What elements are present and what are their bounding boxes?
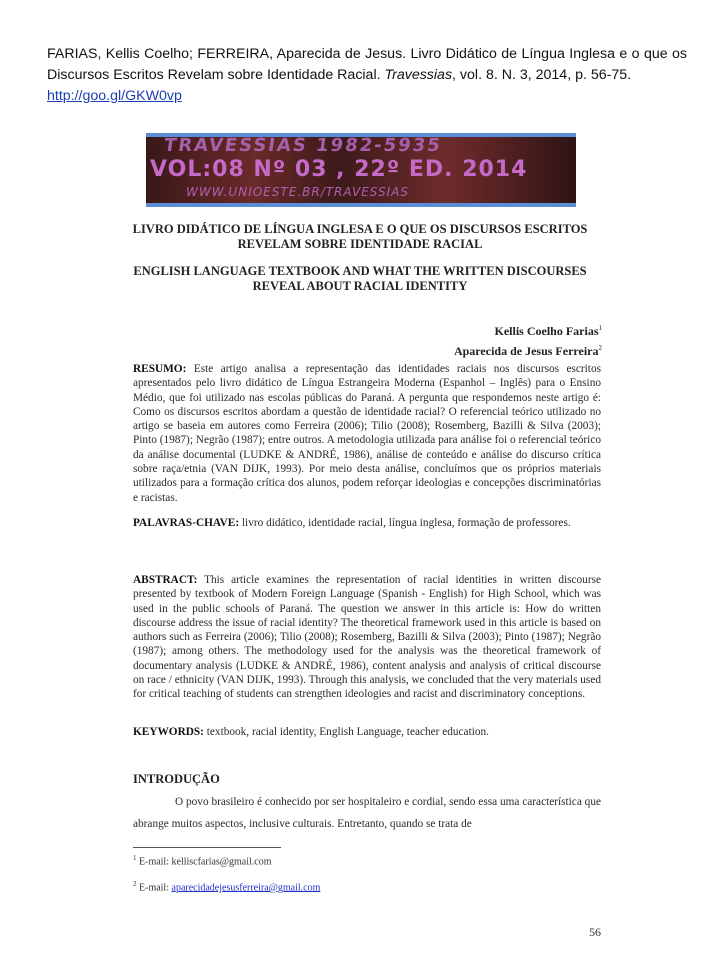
page-number: 56 — [589, 925, 601, 939]
banner-title: TRAVESSIAS 1982-5935 — [162, 135, 444, 156]
abstract-label: ABSTRACT: — [133, 574, 198, 586]
palavras-text: livro didático, identidade racial, língua inglesa, formação de professores. — [239, 517, 571, 529]
keywords-label: KEYWORDS: — [133, 726, 204, 738]
citation-volume: , vol. 8. N. 3, 2014, p. 56-75. — [452, 67, 632, 83]
footnote-1: $^1$ E-mail: kelliscfarias@gmail.com — [133, 854, 272, 868]
footnote-divider — [133, 847, 281, 848]
abstract-paragraph — [133, 573, 601, 702]
footnote-2: $^2$ E-mail: aparecidadejesusferreira@gmail.com — [133, 880, 321, 894]
keywords-text: textbook, racial identity, English Language, teacher education. — [203, 726, 489, 738]
author-1-mark: 1 — [598, 324, 602, 332]
author-1: Kellis Coelho Farias$^1$ — [494, 324, 602, 338]
footnote-2-mark: 2 — [133, 880, 137, 888]
resumo-label: RESUMO: — [133, 363, 187, 375]
title-en-line1: ENGLISH LANGUAGE TEXTBOOK AND WHAT THE WRITTEN DISCOURSES — [133, 264, 587, 278]
section-heading-introducao: INTRODUÇÃO — [133, 772, 220, 786]
citation-link[interactable]: http://goo.gl/GKW0vp — [47, 88, 182, 104]
palavras-chave-paragraph — [133, 516, 601, 530]
resumo-text: Este artigo analisa a representação das identidades raciais nos discursos escritos apresentados pelo livro didático de Língua Estrangeira Moderna (Espanhol – Inglês) para o Ensino Médio, que foi utilizado nas escolas públicas do Paraná. A pergunta que respondemos neste artigo é: Como os discursos escritos abordam a questão de identidade racial? O referencial teórico utilizado no artigo se baseia em autores como Ferreira (2006); Tilio (2008); Rosemberg, Bazilli & Silva (2003); Pinto (1987); Negrão (1987); entre outros. A metodologia utilizada para análise foi o referencial teórico da análise documental (LUDKE & ANDRÉ, 1986), análise de conteúdo e análise do discurso crítica sobre raça/etnia (VAN DIJK, 1993). Por meio desta análise, concluímos que os próprios materiais utilizados para a formação crítica dos alunos, podem reforçar ideologias e concepções discriminatórias e racistas. — [133, 363, 601, 504]
title-portuguese — [110, 222, 610, 252]
citation-block — [47, 44, 687, 107]
title-pt-line2: REVELAM SOBRE IDENTIDADE RACIAL — [237, 237, 483, 251]
footnote-1-email: kelliscfarias@gmail.com — [171, 856, 272, 868]
journal-banner — [146, 133, 576, 207]
author-list — [454, 320, 602, 360]
abstract-text: This article examines the representation of racial identities in written discourse presented by textbook of Modern Foreign Language (Spanish - English) for High School, which was used in the public schools of Paraná. The question we answer in this article is: How do written discourse address the issue of racial identity? The theoretical framework used in this article is based on authors such as Ferreira (2006); Tilio (2008); Rosemberg, Bazilli & Silva (2003); Pinto (1987); Negrão (1987); among others. The methodology used for the analysis was the theoretical framework of documentary analysis (LUDKE & ANDRÉ, 1986), content analysis and analysis of critical discourse on race / ethnicity (VAN DIJK, 1993). Through this analysis, we concluded that the very materials used for critical teaching of students can strengthen ideologies and racist and discriminatory conceptions. — [133, 574, 601, 701]
title-pt-line1: LIVRO DIDÁTICO DE LÍNGUA INGLESA E O QUE OS DISCURSOS ESCRITOS — [132, 222, 588, 236]
citation-text: FARIAS, Kellis Coelho; FERREIRA, Aparecida de Jesus. Livro Didático de Língua Inglesa e o que os Discursos Escritos Revelam sobre Identidade Racial. — [47, 46, 687, 83]
author-2: Aparecida de Jesus Ferreira$^2$ — [453, 344, 602, 358]
intro-paragraph: O povo brasileiro é conhecido por ser hospitaleiro e cordial, sendo essa uma característica que abrange muitos aspectos, inclusive culturais. Entretanto, quando se trata de — [133, 796, 601, 830]
resumo-paragraph — [133, 362, 601, 505]
banner-url: WWW.UNIOESTE.BR/TRAVESSIAS — [186, 185, 409, 199]
title-en-line2: REVEAL ABOUT RACIAL IDENTITY — [252, 279, 468, 293]
keywords-paragraph — [133, 725, 601, 739]
author-2-mark: 2 — [598, 344, 602, 352]
citation-journal: Travessias — [384, 67, 453, 83]
palavras-label: PALAVRAS-CHAVE: — [133, 517, 240, 529]
footnote-2-email-link[interactable]: aparecidadejesusferreira@gmail.com — [171, 882, 321, 894]
title-english — [110, 264, 610, 294]
banner-volume: VOL:08 Nº 03 , 22º ED. 2014 — [150, 157, 528, 182]
footnote-1-mark: 1 — [133, 854, 137, 862]
